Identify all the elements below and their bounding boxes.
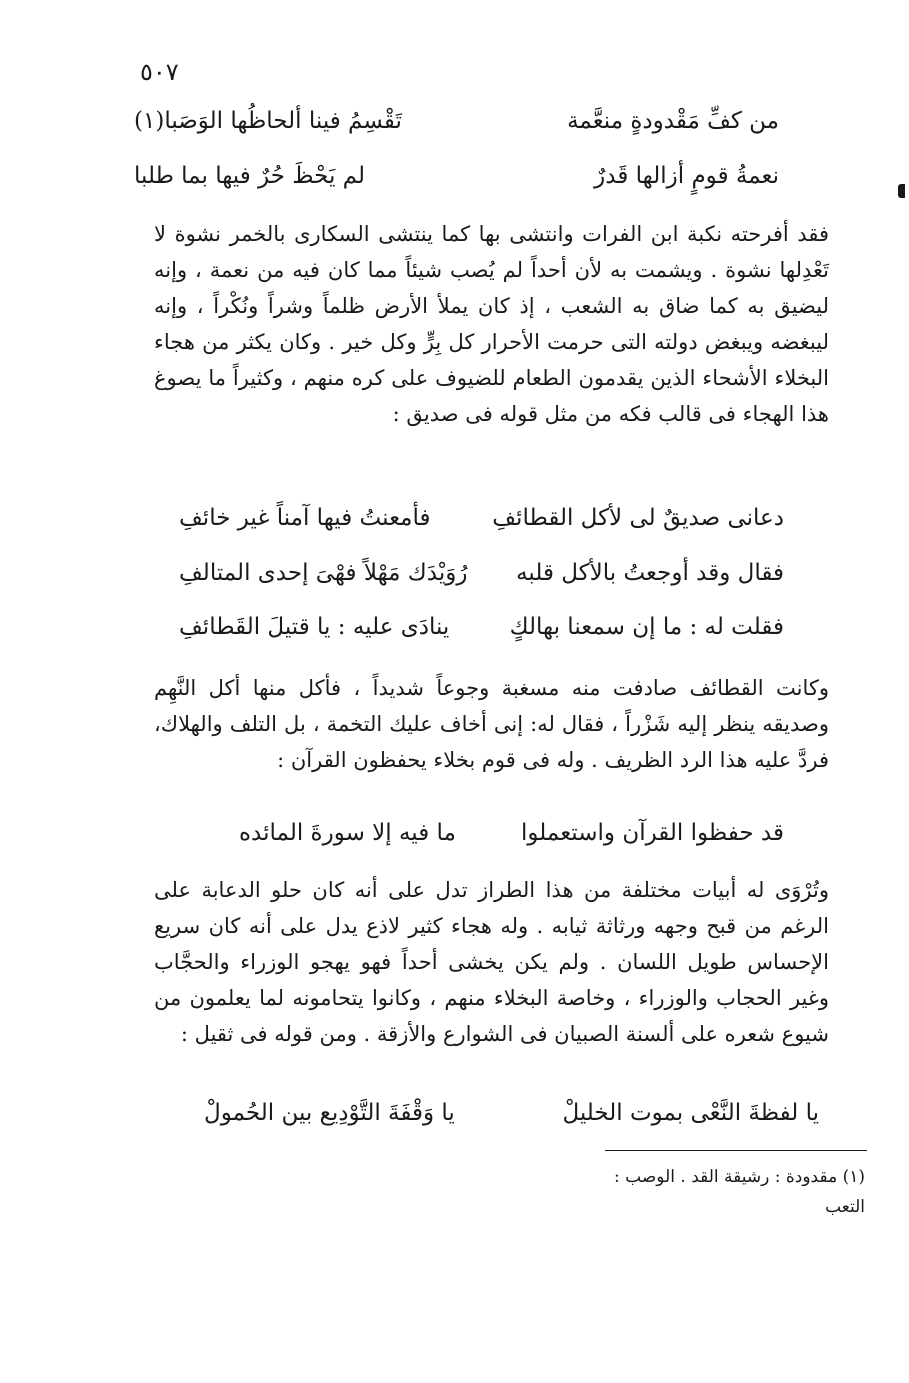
verse-first-hemistich: دعانى صديقٌ لى لأكل القطائفِ — [492, 505, 784, 531]
verse-line — [179, 505, 784, 531]
verse-first-hemistich: قد حفظوا القرآن واستعملوا — [521, 820, 784, 846]
body-paragraph: وتُرْوَى له أبيات مختلفة من هذا الطراز تدل على أنه كان حلو الدعابة على الرغم من قبح وجهه ورثاثة ثيابه . وله هجاء كثير لاذع يدل على أنه كان سريع الإحساس طويل اللسان . ولم يكن يخشى أحداً فهو يهجو الوزراء والحجَّاب وغير الحجاب والوزراء ، وخاصة البخلاء منهم ، وكانوا يتحامونه لما يعلمون من شيوع شعره على ألسنة الصبيان فى الشوارع والأزقة . ومن قوله فى ثقيل : — [154, 878, 829, 1046]
footnote: (١) مقدودة : رشيقة القد . الوصب : التعب — [614, 1167, 865, 1217]
verse-first-hemistich: نعمةُ قومٍ أزالها قَدرٌ — [594, 163, 779, 189]
verse-first-hemistich: فقلت له : ما إن سمعنا بهالكٍ — [509, 614, 784, 640]
verse-first-hemistich: من كفِّ مَقْدودةٍ منعَّمة — [567, 108, 779, 134]
verse-second-hemistich: يا وَقْفَةَ التَّوْدِيع بين الحُمولْ — [204, 1100, 455, 1126]
page-number: ٥٠٧ — [140, 58, 179, 86]
verse-second-hemistich: رُوَيْدَك مَهْلاً فهْىَ إحدى المتالفِ — [179, 560, 468, 586]
verse-second-hemistich: ما فيه إلا سورةَ المائده — [239, 820, 456, 846]
verse-second-hemistich: ينادَى عليه : يا قتيلَ القَطائفِ — [179, 614, 450, 640]
verse-second-hemistich: فأمعنتُ فيها آمناً غير خائفِ — [179, 505, 431, 531]
verse-line — [179, 560, 784, 586]
verse-line — [179, 614, 784, 640]
footnote-divider — [605, 1150, 867, 1151]
body-paragraph: فقد أفرحته نكبة ابن الفرات وانتشى بها كما ينتشى السكارى بالخمر نشوة لا تَعْدِلها نشوة . ويشمت به لأن أحداً لم يُصب شيئاً مما كان فيه من نعمة ، وإنه ليضيق به كما ضاق به الشعب ، إذ كان يملأ الأرض ظلماً وشراً ونُكْراً ، وإنه ليبغضه ويبغض دولته التى حرمت الأحرار كل بِرٍّ وكل خير . وكان يكثر من هجاء البخلاء الأشحاء الذين يقدمون الطعام للضيوف على كره منهم ، وكثيراً ما يصوغ هذا الهجاء فى قالب فكه من مثل قوله فى صديق : — [154, 222, 830, 426]
verse-second-hemistich: لم يَحْظَ حُرٌ فيها بما طلبا — [134, 163, 365, 189]
margin-mark — [898, 184, 905, 198]
verse-line — [134, 108, 779, 134]
verse-second-hemistich: تَقْسِمُ فينا ألحاظُها الوَصَبا(١) — [134, 108, 402, 134]
body-paragraph: وكانت القطائف صادفت منه مسغبة وجوعاً شديداً ، فأكل منها أكل النَّهِم وصديقه ينظر إليه شَزْراً ، فقال له: إنى أخاف عليك التخمة ، بل التلف والهلاك، فردَّ عليه هذا الرد الظريف . وله فى قوم بخلاء يحفظون القرآن : — [154, 676, 829, 772]
verse-line — [239, 820, 784, 846]
verse-line — [204, 1100, 819, 1126]
verse-first-hemistich: فقال وقد أوجعتُ بالأكل قلبه — [516, 560, 784, 586]
verse-first-hemistich: يا لفظةَ النَّعْى بموت الخليلْ — [562, 1100, 819, 1126]
verse-line — [134, 163, 779, 189]
